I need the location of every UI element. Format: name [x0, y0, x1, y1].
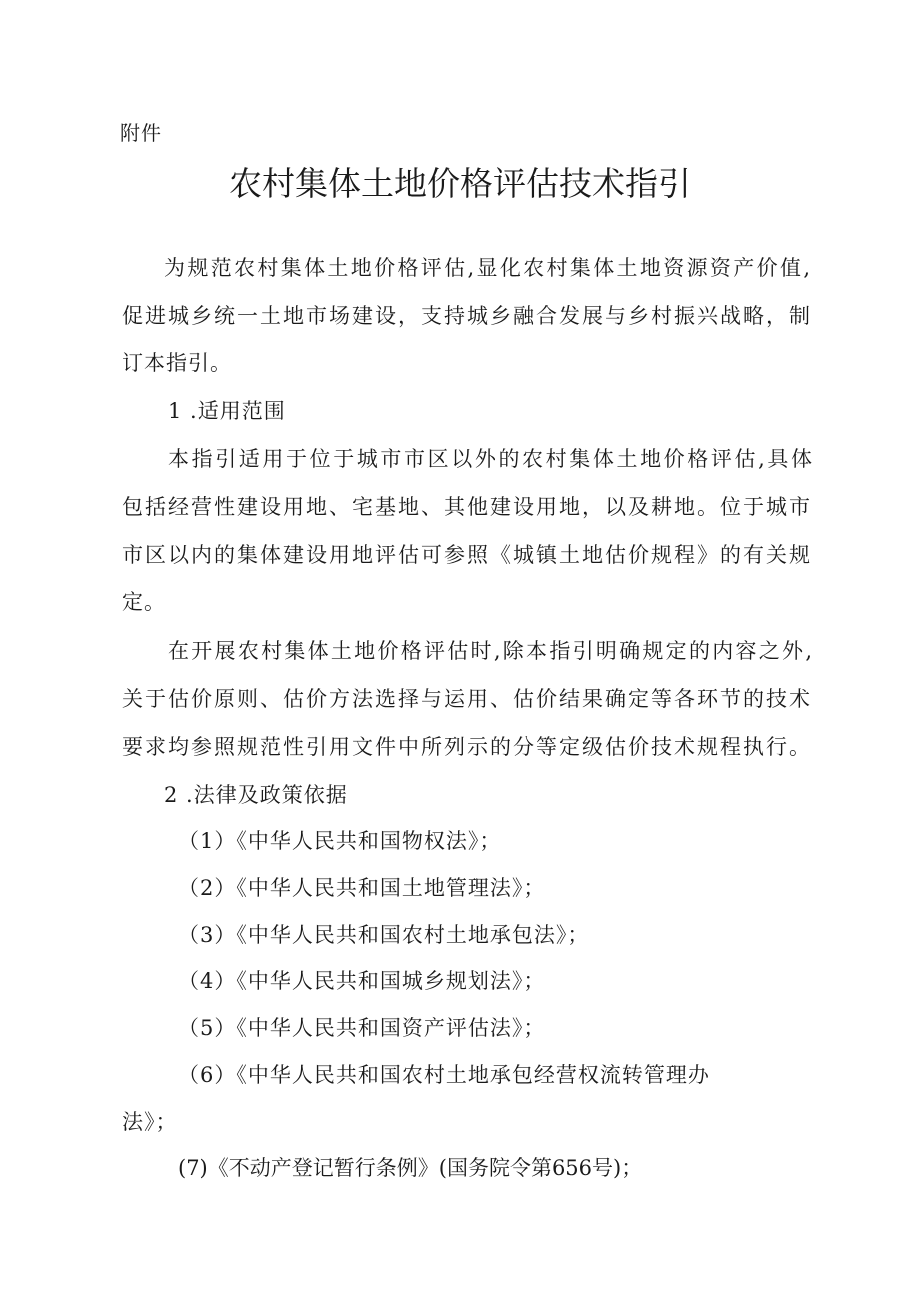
law-item-4: （4）《中华人民共和国城乡规划法》；	[178, 969, 546, 993]
section-2-heading: 2 .法律及政策依据	[164, 783, 348, 807]
attachment-label: 附件	[120, 121, 162, 145]
law-item-3: （3）《中华人民共和国农村土地承包法》；	[178, 923, 590, 947]
intro-line-2: 促进城乡统一土地市场建设，支持城乡融合发展与乡村振兴战略，制	[122, 304, 810, 328]
section-1-heading: 1 .适用范围	[168, 399, 286, 423]
intro-line-1: 为规范农村集体土地价格评估,显化农村集体土地资源资产价值,	[164, 256, 810, 280]
section-1-p1-line-3: 市区以内的集体建设用地评估可参照《城镇土地估价规程》的有关规	[122, 543, 810, 567]
law-item-6-continued: 法》；	[122, 1110, 178, 1134]
law-item-6: （6）《中华人民共和国农村土地承包经营权流转管理办	[178, 1063, 710, 1087]
intro-line-3: 订本指引。	[122, 351, 232, 375]
section-1-p2-line-2: 关于估价原则、估价方法选择与运用、估价结果确定等各环节的技术	[122, 687, 810, 711]
section-1-p1-line-2: 包括经营性建设用地、宅基地、其他建设用地，以及耕地。位于城市	[122, 495, 810, 519]
law-item-1: （1）《中华人民共和国物权法》；	[178, 829, 502, 853]
law-item-5: （5）《中华人民共和国资产评估法》；	[178, 1016, 546, 1040]
section-1-p1-line-4: 定。	[122, 590, 166, 614]
section-1-p1-line-1: 本指引适用于位于城市市区以外的农村集体土地价格评估,具体	[168, 447, 812, 471]
document-title: 农村集体土地价格评估技术指引	[229, 164, 691, 203]
section-1-p2-line-1: 在开展农村集体土地价格评估时,除本指引明确规定的内容之外,	[168, 639, 812, 663]
law-item-7: (7)《不动产登记暂行条例》(国务院令第656号)；	[178, 1156, 643, 1180]
law-item-2: （2）《中华人民共和国土地管理法》；	[178, 876, 546, 900]
section-1-p2-line-3: 要求均参照规范性引用文件中所列示的分等定级估价技术规程执行。	[122, 735, 810, 759]
